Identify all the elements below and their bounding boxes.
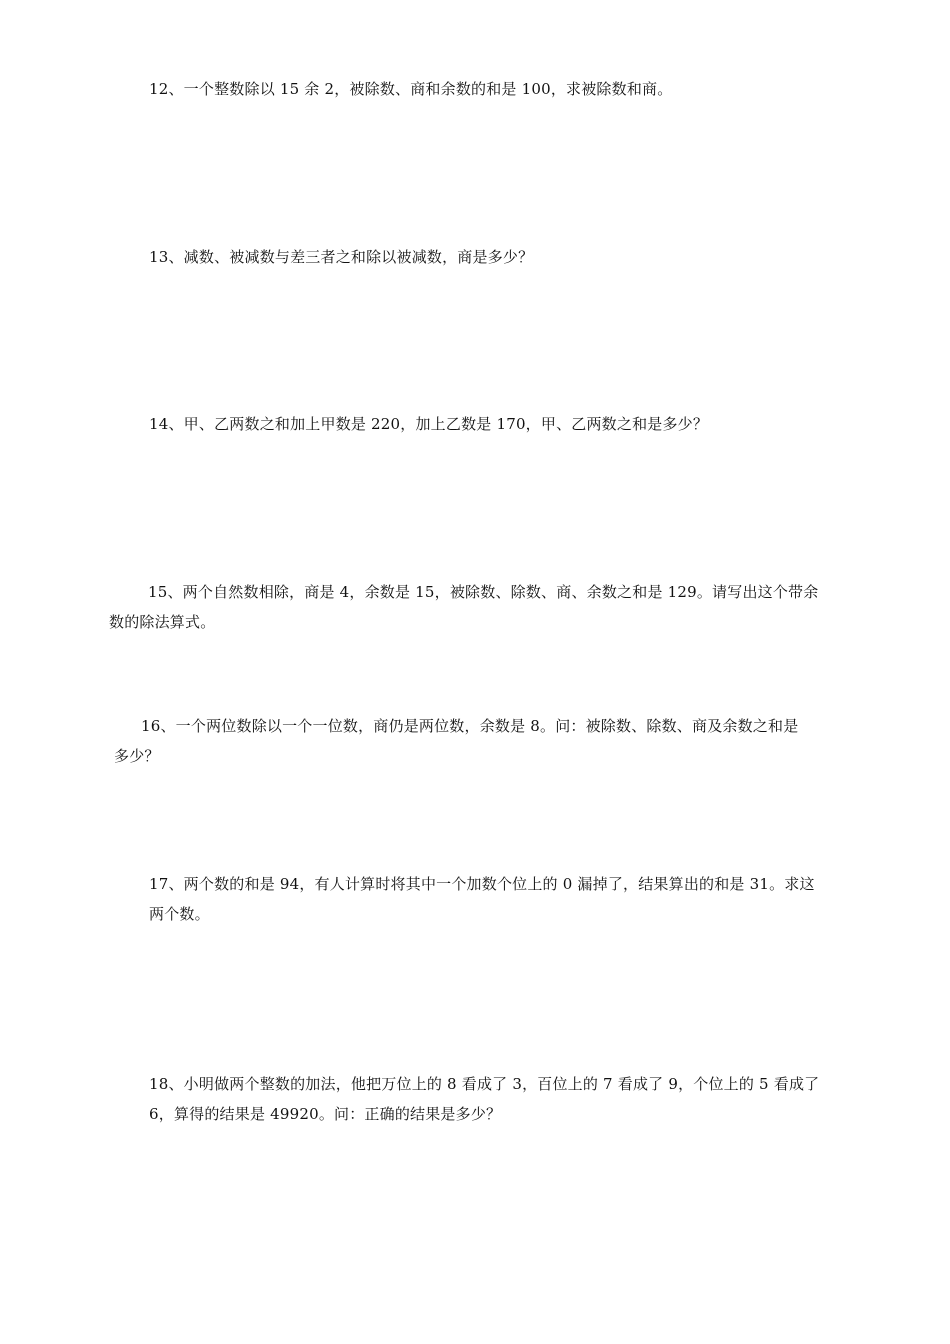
question-18-line-1: 18、小明做两个整数的加法，他把万位上的 8 看成了 3，百位上的 7 看成了 9，个位上的 5 看成了 [149, 1075, 820, 1093]
question-14 [149, 409, 708, 439]
question-15-line-2: 数的除法算式。 [109, 613, 216, 631]
question-13 [149, 242, 533, 272]
question-16 [114, 711, 798, 771]
question-17 [149, 869, 815, 929]
question-17-line-2: 两个数。 [149, 905, 210, 923]
question-12-line-1: 12、一个整数除以 15 余 2，被除数、商和余数的和是 100，求被除数和商。 [149, 80, 673, 98]
question-17-line-1: 17、两个数的和是 94，有人计算时将其中一个加数个位上的 0 漏掉了，结果算出的和是 31。求这 [149, 875, 815, 893]
question-18-line-2: 6，算得的结果是 49920。问：正确的结果是多少？ [149, 1105, 502, 1123]
question-16-line-1: 16、一个两位数除以一个一位数，商仍是两位数，余数是 8。问：被除数、除数、商及余数之和是 [141, 717, 799, 735]
question-18 [149, 1069, 819, 1129]
question-15-line-1: 15、两个自然数相除，商是 4，余数是 15，被除数、除数、商、余数之和是 129。请写出这个带余 [148, 583, 819, 601]
question-13-line-1: 13、减数、被减数与差三者之和除以被减数，商是多少？ [149, 248, 534, 266]
question-12 [149, 74, 672, 104]
question-16-line-2: 多少？ [114, 747, 160, 765]
question-15 [109, 577, 818, 637]
question-14-line-1: 14、甲、乙两数之和加上甲数是 220，加上乙数是 170，甲、乙两数之和是多少？ [149, 415, 709, 433]
